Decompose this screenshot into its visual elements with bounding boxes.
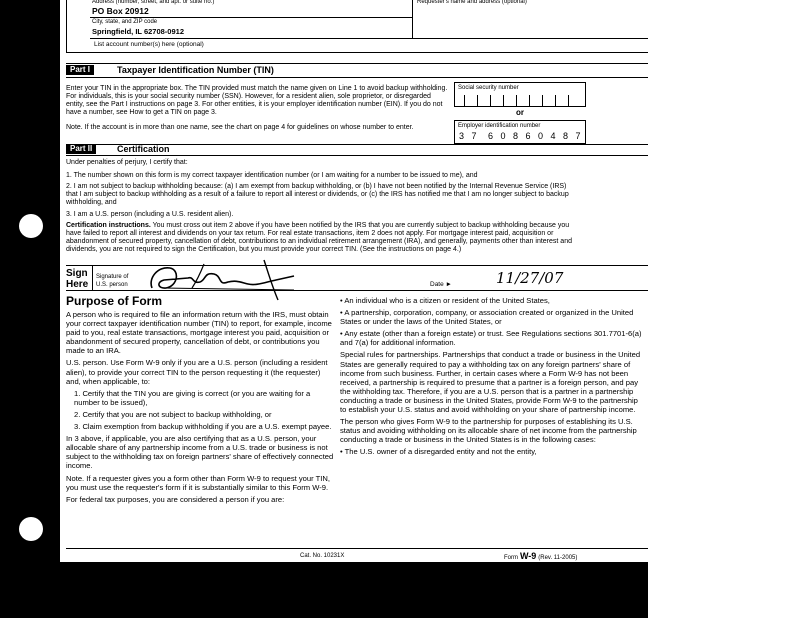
- date-value: 11/27/07: [496, 269, 564, 287]
- signature-label: Signature of: [96, 274, 129, 280]
- punch-hole-upper: [19, 214, 43, 238]
- ein-digit: 8: [562, 131, 568, 141]
- purpose-title: Purpose of Form: [66, 294, 163, 308]
- form-w9-page: [60, 0, 648, 562]
- part2-title: Certification: [117, 144, 170, 154]
- signature-image: [144, 252, 314, 304]
- form-footer: Form W-9 (Rev. 11-2005): [504, 551, 578, 561]
- cert-item-2: 2. I am not subject to backup withholding because: (a) I am exempt from backup withholding, or (b) I have not been notified by the Internal Revenue Service (IRS) that I am subject to backup withholding as a result of a failure to report all interest or dividends, or (c) the IRS has notified me that I am no longer subject to backup withholding, and: [66, 183, 569, 206]
- rule: [92, 265, 93, 290]
- ein-digit: 0: [537, 131, 543, 141]
- rule: [66, 155, 648, 156]
- ssn-cell-divider: [477, 95, 478, 107]
- ssn-label: Social security number: [458, 85, 519, 91]
- ssn-cell-divider: [490, 95, 491, 107]
- cert-instructions: [66, 222, 578, 254]
- ssn-box[interactable]: [454, 82, 586, 107]
- cert-item-1: 1. The number shown on this form is my correct taxpayer identification number (or I am waiting for a number to be issued to me), and: [66, 172, 478, 179]
- purpose-paragraph: U.S. person. Use Form W-9 only if you are a U.S. person (including a resident alien), to provide your correct TIN to the person requesting it (the requester) and, when applicable, to:: [66, 358, 328, 386]
- ssn-cell-divider: [503, 95, 504, 107]
- ssn-cell-divider: [555, 95, 556, 107]
- part1-text: Enter your TIN in the appropriate box. The TIN provided must match the name given on Line 1 to avoid backup withholding. For individuals, this is your social security number (SSN). However, for a resident alien, sole proprietor, or disregarded entity, see the Part I instructions on page 3. For other entities, it is your employer identification number (EIN). If you do not have a number, see How to get a TIN on page 3.: [66, 85, 448, 116]
- purpose-paragraph: • An individual who is a citizen or resident of the United States,: [340, 296, 550, 305]
- purpose-paragraph: Note. If a requester gives you a form other than Form W-9 to request your TIN, you must use the requester's form if it is substantially similar to this Form W-9.: [66, 473, 330, 492]
- city-label: City, state, and ZIP code: [92, 19, 158, 25]
- rule: [66, 63, 648, 64]
- here-label: Here: [66, 279, 89, 290]
- ein-digit: 6: [525, 131, 531, 141]
- purpose-right-column: [340, 296, 646, 460]
- account-label: List account number(s) here (optional): [94, 41, 204, 48]
- ein-digit: 0: [500, 131, 506, 141]
- part1-tag: Part I: [66, 65, 94, 75]
- ein-digit: 7: [575, 131, 581, 141]
- ein-digit: 7: [471, 131, 477, 141]
- rule: [90, 38, 648, 39]
- rule: [66, 77, 648, 78]
- scan-margin-right: [648, 0, 800, 618]
- ssn-cell-divider: [568, 95, 569, 107]
- part2-tag: Part II: [66, 144, 96, 154]
- address-label: Address (number, street, and apt. or suite no.): [92, 0, 215, 5]
- part1-note: Note. If the account is in more than one name, see the chart on page 4 for guidelines on whose number to enter.: [66, 124, 414, 131]
- purpose-paragraph: • The U.S. owner of a disregarded entity and not the entity,: [340, 447, 537, 457]
- part1-title: Taxpayer Identification Number (TIN): [117, 65, 274, 75]
- ssn-cell-divider: [542, 95, 543, 107]
- ein-digit: 3: [458, 131, 464, 141]
- rule: [66, 548, 648, 549]
- cat-no: Cat. No. 10231X: [300, 553, 345, 559]
- sign-label: Sign: [66, 268, 88, 279]
- or-label: or: [516, 108, 524, 117]
- purpose-paragraph: For federal tax purposes, you are considered a person if you are:: [66, 494, 285, 504]
- person-label: U.S. person: [96, 282, 128, 288]
- purpose-paragraph: Special rules for partnerships. Partnerships that conduct a trade or business in the United States are generally required to pay a withholding tax on any foreign partners' share of income from such business. Further, in certain cases where a Form W-9 has not been received, a partnership is required to presume that a partner is a foreign person, and pay the withholding tax. Therefore, if you are a U.S. person that is a partner in a partnership conducting a trade or business in the United States, provide Form W-9 to the partnership to establish your U.S. status and avoid withholding on your share of partnership income.: [340, 350, 641, 415]
- punch-hole-lower: [19, 517, 43, 541]
- city-value: Springfield, IL 62708-0912: [92, 27, 184, 36]
- ssn-cell-divider: [529, 95, 530, 107]
- purpose-paragraph: In 3 above, if applicable, you are also certifying that as a U.S. person, your allocable share of any partnership income from a U.S. trade or business is not subject to the withholding tax on foreign partners' share of effectively connected income.: [66, 434, 334, 471]
- ssn-cell-divider: [516, 95, 517, 107]
- ein-digit: 8: [512, 131, 518, 141]
- ein-digit: 6: [487, 131, 493, 141]
- address-value: PO Box 20912: [92, 6, 149, 16]
- part2-intro: Under penalties of perjury, I certify that:: [66, 159, 188, 166]
- side-rule: [66, 0, 67, 52]
- ein-label: Employer identification number: [458, 123, 541, 129]
- rule: [66, 290, 648, 291]
- purpose-list-item: 1. Certify that the TIN you are giving is correct (or you are waiting for a number to be issued),: [74, 388, 311, 407]
- ein-digit: 4: [550, 131, 556, 141]
- scan-margin-bottom: [0, 562, 648, 618]
- cert-instructions-label: Certification instructions.: [66, 222, 151, 229]
- cert-item-3: 3. I am a U.S. person (including a U.S. resident alien).: [66, 211, 234, 218]
- purpose-paragraph: • A partnership, corporation, company, or association created or organized in the United States or under the laws of the United States, or: [340, 308, 634, 327]
- rule: [66, 52, 648, 53]
- purpose-paragraph: • Any estate (other than a foreign estate) or trust. See Regulations sections 301.7701-6(a) and 7(a) for additional information.: [340, 329, 642, 348]
- ssn-cell-divider: [464, 95, 465, 107]
- purpose-paragraph: A person who is required to file an information return with the IRS, must obtain your correct taxpayer identification number (TIN) to report, for example, income paid to you, real estate transactions, mortgage interest you paid, acquisition or abandonment of secured property, cancellation of debt, or contributions you made to an IRA.: [66, 310, 332, 356]
- purpose-paragraph: The person who gives Form W-9 to the partnership for purposes of establishing its U.S. status and avoiding withholding on its allocable share of net income from the partnership conducting a trade or business in the United States is in the following cases:: [340, 417, 637, 445]
- requester-label: Requester's name and address (optional): [417, 0, 527, 5]
- purpose-left-column: [66, 310, 334, 507]
- cert-instructions-text: You must cross out item 2 above if you have been notified by the IRS that you are currently subject to backup withholding because you have failed to report all interest and dividends on your tax return. For real estate transactions, item 2 does not apply. For mortgage interest paid, acquisition or abandonment of secured property, cancellation of debt, contributions to an individual retirement arrangement (IRA), and generally, payments other than interest and dividends, you are not required to sign the Certification, but you must provide your correct TIN. (See the instructions on page 4.): [66, 222, 572, 253]
- purpose-list-item: 2. Certify that you are not subject to backup withholding, or: [74, 409, 272, 419]
- requester-divider: [412, 0, 413, 38]
- side-label: [0, 8, 12, 68]
- purpose-list-item: 3. Claim exemption from backup withholding if you are a U.S. exempt payee.: [74, 422, 332, 432]
- date-label: Date ►: [430, 281, 452, 288]
